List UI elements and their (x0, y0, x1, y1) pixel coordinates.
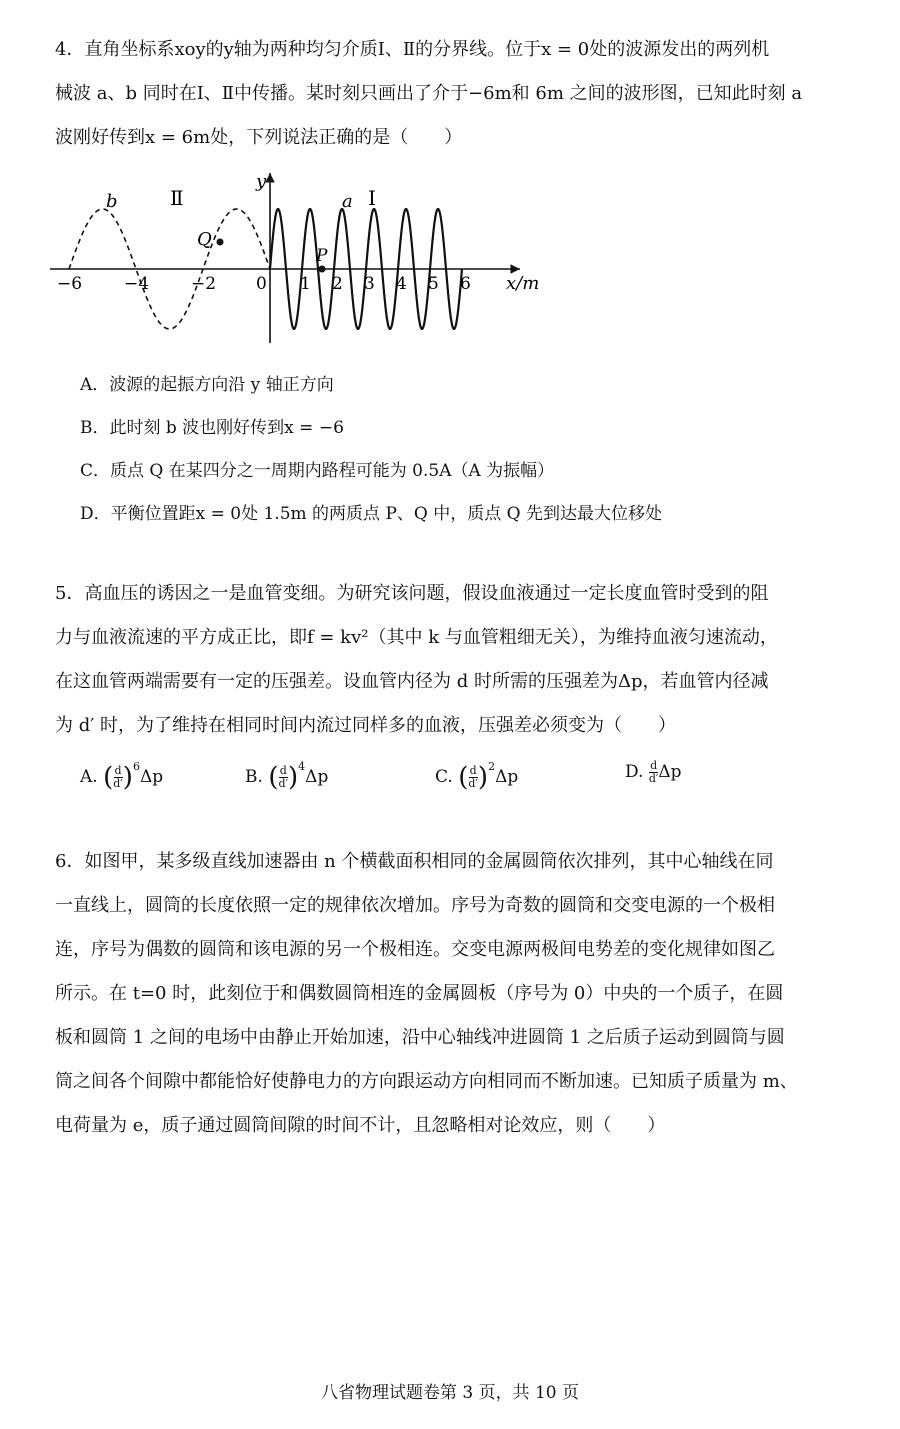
fraction-numerator: d (114, 764, 122, 777)
delta-p: Δp (139, 767, 164, 787)
x-tick-label: −6 (57, 274, 83, 294)
q4-option-b[interactable]: B．此时刻 b 波也刚好传到x = −6 (80, 418, 344, 438)
fraction-denominator: d′ (468, 777, 478, 790)
wave-b-label: b (106, 191, 118, 212)
wave-a-label: a (342, 191, 353, 212)
exponent: 2 (488, 760, 496, 773)
q4-option-c[interactable]: C．质点 Q 在某四分之一周期内路程可能为 0.5A（A 为振幅） (80, 461, 555, 481)
question-5-stem (55, 572, 845, 748)
q5-line: 5．高血压的诱因之一是血管变细。为研究该问题，假设血液通过一定长度血管时受到的阻 (55, 583, 769, 604)
fraction-denominator: d′ (648, 772, 659, 785)
delta-p: Δp (495, 767, 519, 787)
exponent: 6 (132, 760, 140, 773)
option-letter: C. (435, 767, 453, 787)
x-tick-label: 3 (364, 274, 375, 294)
x-tick-label: 5 (428, 274, 439, 294)
option-letter: B. (245, 767, 263, 787)
fraction-numerator: d (650, 759, 658, 772)
q6-line: 电荷量为 e，质子通过圆筒间隙的时间不计，且忽略相对论效应，则（ ） (55, 1115, 666, 1136)
point-P-label: P (316, 246, 328, 266)
q6-line: 筒之间各个间隙中都能恰好使静电力的方向跟运动方向相同而不断加速。已知质子质量为 m、 (55, 1071, 798, 1092)
q5-line: 在这血管两端需要有一定的压强差。设血管内径为 d 时所需的压强差为Δp，若血管内径减 (55, 671, 769, 692)
fraction-numerator: d (279, 764, 287, 777)
q5-line: 为 d′ 时，为了维持在相同时间内流过同样多的血液，压强差必须变为（ ） (55, 715, 677, 736)
q6-line: 连，序号为偶数的圆筒和该电源的另一个极相连。交变电源两极间电势差的变化规律如图乙 (55, 939, 775, 960)
x-tick-label: −4 (124, 274, 150, 294)
point-P-dot (319, 266, 326, 273)
y-axis-label: y (256, 171, 267, 192)
x-tick-label: −2 (191, 274, 217, 294)
x-axis-label: x/m (506, 273, 540, 294)
q5-option-d[interactable] (625, 760, 682, 785)
q5-option-a[interactable]: A. ( $\frac{d}{d'}$ )$^6$Δp (80, 760, 164, 793)
fraction-numerator: d (469, 764, 477, 777)
fraction-denominator: d′ (278, 777, 289, 790)
q5-line: 力与血液流速的平方成正比，即f = kv²（其中 k 与血管粗细无关），为维持血液匀速流动， (55, 627, 778, 648)
region-I-label: Ⅰ (368, 186, 376, 210)
x-tick-label: 2 (332, 274, 343, 294)
point-Q-label: Q (197, 229, 212, 250)
point-Q-dot (217, 239, 224, 246)
wave-figure (50, 165, 550, 345)
q6-line: 所示。在 t=0 时，此刻位于和偶数圆筒相连的金属圆板（序号为 0）中央的一个质子，在圆 (55, 983, 784, 1004)
fraction-denominator: d′ (113, 777, 123, 790)
page-footer: 八省物理试题卷第 3 页，共 10 页 (320, 1383, 580, 1403)
q4-option-d[interactable]: D．平衡位置距x = 0处 1.5m 的两质点 P、Q 中，质点 Q 先到达最大位移处 (80, 504, 662, 524)
q5-option-c[interactable]: C. ( $\frac{d}{d'}$ )$^2$Δp (435, 760, 519, 793)
x-tick-label: 4 (396, 274, 407, 294)
q4-line: 械波 a、b 同时在Ⅰ、Ⅱ中传播。某时刻只画出了介于−6m和 6m 之间的波形图，已知此时刻 a (55, 83, 803, 104)
q6-line: 一直线上，圆筒的长度依照一定的规律依次增加。序号为奇数的圆筒和交变电源的一个极相 (55, 895, 775, 916)
delta-p: Δp (305, 767, 329, 787)
q5-option-b[interactable]: B. ( $\frac{d}{d'}$ )$^4$Δp (245, 760, 329, 793)
q4-option-a[interactable]: A．波源的起振方向沿 y 轴正方向 (80, 375, 334, 395)
q6-line: 6．如图甲，某多级直线加速器由 n 个横截面积相同的金属圆筒依次排列，其中心轴线在同 (55, 851, 774, 872)
question-6-stem (55, 840, 845, 1148)
q6-line: 板和圆筒 1 之间的电场中由静止开始加速，沿中心轴线冲进圆筒 1 之后质子运动到圆筒与圆 (55, 1027, 785, 1048)
q4-line: 4．直角坐标系xoy的y轴为两种均匀介质Ⅰ、Ⅱ的分界线。位于x = 0处的波源发出的两列机 (55, 39, 770, 60)
question-4-stem (55, 28, 845, 160)
option-letter: A. (80, 767, 98, 787)
exponent: 4 (298, 760, 306, 773)
region-II-label: Ⅱ (170, 186, 184, 210)
delta-p: Δp (658, 762, 682, 782)
x-tick-label: 0 (256, 274, 267, 294)
q4-line: 波刚好传到x = 6m处，下列说法正确的是（ ） (55, 127, 463, 148)
x-tick-label: 6 (460, 274, 471, 294)
x-tick-label: 1 (300, 274, 311, 294)
option-letter: D. (625, 762, 644, 782)
